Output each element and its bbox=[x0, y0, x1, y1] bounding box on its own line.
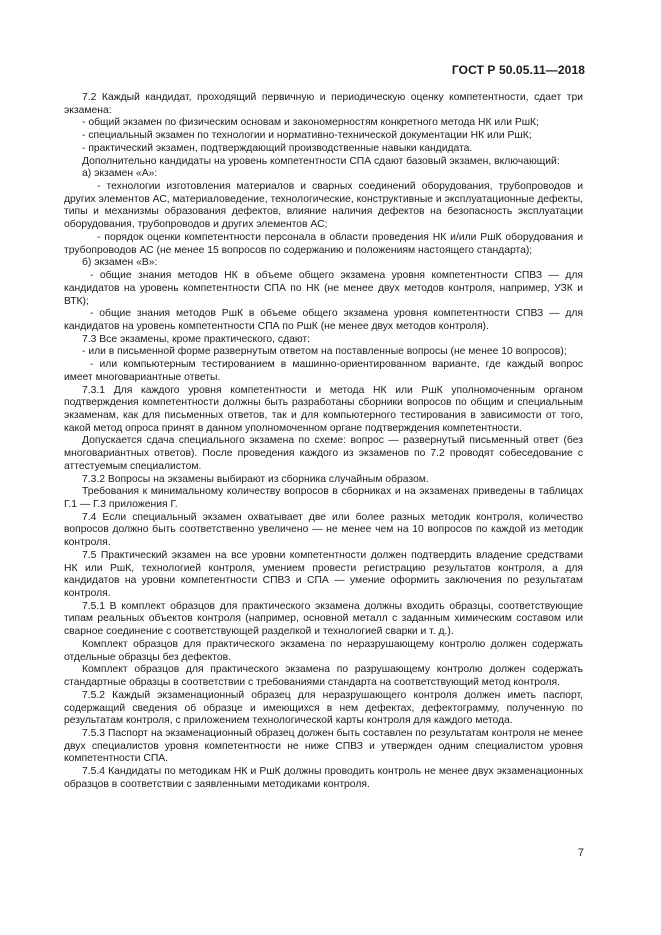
list-item: - общий экзамен по физическим основам и закономерностям конкретного метода НК или РшК; bbox=[82, 117, 539, 129]
paragraph: 7.5.4 Кандидаты по методикам НК и РшК должны проводить контроль не менее двух экзаменационных образцов в соответствии с заявленными методиками контроля. bbox=[64, 766, 583, 790]
list-item: - специальный экзамен по технологии и нормативно-технической документации НК или РшК; bbox=[82, 130, 532, 142]
paragraph: 7.5.3 Паспорт на экзаменационный образец должен быть составлен по результатам контроля не менее двух специалистов уровня компетентности не ниже СПВЗ и утвержден одним специалистом уровня компетентности СПА. bbox=[64, 727, 583, 765]
paragraph: Требования к минимальному количеству вопросов в сборниках и на экзаменах приведены в таблицах Г.1 — Г.3 приложения Г. bbox=[64, 486, 583, 510]
list-item: - общие знания методов НК в объеме общего экзамена уровня компетентности СПВЗ — для кандидатов на уровень компетентности СПА по НК (не менее двух методов контроля, например, УЗК и ВТК); bbox=[64, 270, 583, 307]
list-item: - или в письменной форме развернутым ответом на поставленные вопросы (не менее 10 вопросов); bbox=[82, 346, 567, 358]
list-item: - порядок оценки компетентности персонала в области проведения НК и/или РшК оборудования и трубопроводов АС (не менее 15 вопросов по содержанию и положениям настоящего стандарта); bbox=[64, 231, 583, 256]
page-number: 7 bbox=[577, 847, 584, 859]
paragraph: 7.5 Практический экзамен на все уровни компетентности должен подтвердить владение средствами НК или РшК, технологией контроля, умением провести регистрацию результатов контроля, а для кандидатов на уровни компетентности СПВЗ и СПА — умение оформить заключения по результатам контроля. bbox=[64, 549, 583, 600]
paragraph: 7.5.2 Каждый экзаменационный образец для неразрушающего контроля должен иметь паспорт, содержащий сведения об образце и имеющихся в нем дефектах, дефектограмму, полученную по результатам контроля, с приложением технологической карты контроля для каждого метода. bbox=[64, 689, 583, 727]
paragraph: 7.4 Если специальный экзамен охватывает две или более разных методик контроля, количество вопросов должно быть соответственно увеличено — не менее чем на 10 вопросов по каждой из методик контроля. bbox=[64, 511, 583, 549]
list-item: - или компьютерным тестированием в машинно-ориентированном варианте, где каждый вопрос имеет многовариантные ответы. bbox=[64, 359, 583, 383]
paragraph: Допускается сдача специального экзамена по схеме: вопрос — развернутый письменный ответ (без многовариантных ответов). После проведения каждого из экзаменов по 7.2 проводят собеседование с аттестуемым специалистом. bbox=[64, 435, 583, 472]
paragraph: Комплект образцов для практического экзамена по разрушающему контролю должен содержать стандартные образцы в соответствии с требованиями стандарта на соответствующий метод контроля. bbox=[64, 664, 583, 689]
paragraph: 7.3.1 Для каждого уровня компетентности и метода НК или РшК уполномоченным органом подтверждения компетентности должны быть разработаны сборники вопросов по общим и специальным экзаменам, как для письменных ответов, так и для компьютерного тестирования в зависимости от того, какой метод опроса принят в данном уполномоченном органе подтверждения компетентности. bbox=[64, 384, 583, 434]
document-code: ГОСТ Р 50.05.11—2018 bbox=[451, 63, 585, 77]
list-item: б) экзамен «В»: bbox=[82, 257, 158, 269]
list-item: - практический экзамен, подтверждающий производственные навыки кандидата. bbox=[82, 142, 473, 154]
document-body bbox=[64, 92, 583, 792]
paragraph: Комплект образцов для практического экзамена по неразрушающему контролю должен содержать отдельные образцы без дефектов. bbox=[64, 638, 583, 663]
paragraph: Дополнительно кандидаты на уровень компетентности СПА сдают базовый экзамен, включающий: bbox=[82, 155, 560, 167]
paragraph: 7.2 Каждый кандидат, проходящий первичную и периодическую оценку компетентности, сдает три экзамена: bbox=[64, 92, 583, 116]
paragraph: 7.3.2 Вопросы на экзамены выбирают из сборника случайным образом. bbox=[82, 473, 429, 485]
list-item: а) экзамен «А»: bbox=[82, 168, 158, 180]
list-item: - общие знания методов РшК в объеме общего экзамена уровня компетентности СПВЗ — для кандидатов на уровень компетентности СПА по РшК (не менее двух методов контроля). bbox=[64, 308, 583, 332]
paragraph: 7.5.1 В комплект образцов для практического экзамена должны входить образцы, соответствующие типам реальных объектов контроля (например, основной металл с заданным химическим составом или сварное соединение с соответствующей разделкой и технологией сварки и т. д.). bbox=[64, 600, 583, 638]
paragraph: 7.3 Все экзамены, кроме практического, сдают: bbox=[82, 333, 311, 345]
list-item: - технологии изготовления материалов и сварных соединений оборудования, трубопроводов и других элементов АС, материаловедение, технологические, конструктивные и эксплуатационные дефекты, типы и механизмы образования дефектов, влияние наличия дефектов на безопасность эксплуатации оборудования, трубопроводов и других элементов АС; bbox=[64, 181, 583, 231]
